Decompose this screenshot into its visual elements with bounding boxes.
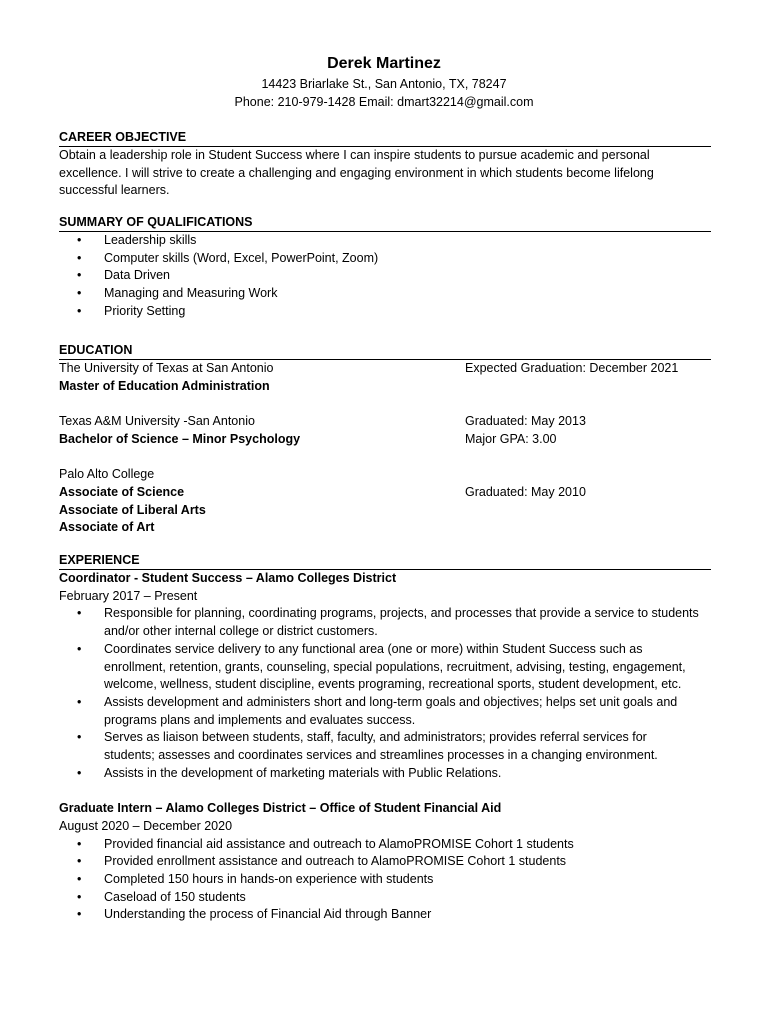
candidate-name: Derek Martinez (327, 55, 441, 72)
qualifications-list (59, 232, 711, 321)
list-item: • Provided enrollment assistance and outreach to AlamoPROMISE Cohort 1 students (59, 853, 711, 871)
job-duties-list (59, 836, 711, 925)
graduation-date: Expected Graduation: December 2021 (465, 361, 679, 375)
job-duties-list (59, 605, 711, 782)
section-career-objective (59, 129, 711, 200)
resume-header (0, 53, 768, 111)
school-name: Texas A&M University -San Antonio (59, 414, 255, 429)
list-item: • Completed 150 hours in hands-on experience with students (59, 871, 711, 889)
gpa: Major GPA: 3.00 (465, 431, 557, 446)
degree: Bachelor of Science – Minor Psychology (59, 431, 301, 446)
education-entry-utsa (59, 360, 711, 378)
graduation-date: Graduated: May 2010 (465, 484, 586, 499)
education-entry-pac (59, 466, 711, 484)
section-title: CAREER OBJECTIVE (59, 129, 711, 147)
list-item: • Provided financial aid assistance and outreach to AlamoPROMISE Cohort 1 students (59, 836, 711, 854)
section-education (59, 342, 711, 537)
list-item: • Caseload of 150 students (59, 889, 711, 907)
list-item: • Understanding the process of Financial Aid through Banner (59, 906, 711, 924)
list-item: • Leadership skills (59, 232, 711, 250)
list-item: • Assists in the development of marketing materials with Public Relations. (59, 765, 711, 783)
graduation-date: Graduated: May 2013 (465, 414, 586, 429)
section-experience (59, 552, 711, 924)
list-item: • Serves as liaison between students, staff, faculty, and administrators; provides referral services for students; assesses and coordinates services and streamlines processes in a changing environment. (59, 729, 711, 764)
degree: Associate of Science (59, 484, 185, 499)
school-name: Palo Alto College (59, 467, 155, 482)
section-qualifications (59, 214, 711, 321)
section-title: EXPERIENCE (59, 552, 711, 570)
job-dates: February 2017 – Present (59, 588, 198, 603)
list-item: • Responsible for planning, coordinating programs, projects, and processes that provide a service to students and/or other internal college or district customers. (59, 605, 711, 640)
list-item: • Computer skills (Word, Excel, PowerPoint, Zoom) (59, 250, 711, 268)
address: 14423 Briarlake St., San Antonio, TX, 78247 (261, 77, 507, 91)
list-item: • Data Driven (59, 267, 711, 285)
objective-text: Obtain a leadership role in Student Success where I can inspire students to pursue academic and personal excellence. I will strive to create a challenging and engaging environment in which students become lifelong successful learners. (59, 148, 654, 198)
job-title: Graduate Intern – Alamo Colleges District – Office of Student Financial Aid (59, 801, 502, 816)
section-title: SUMMARY OF QUALIFICATIONS (59, 214, 711, 232)
list-item: • Assists development and administers short and long-term goals and objectives; helps set unit goals and programs plans and implements and evaluates success. (59, 694, 711, 729)
degree: Associate of Liberal Arts (59, 502, 206, 517)
job-title: Coordinator - Student Success – Alamo Colleges District (59, 571, 397, 585)
section-title: EDUCATION (59, 342, 711, 360)
job-dates: August 2020 – December 2020 (59, 818, 233, 833)
school-name: The University of Texas at San Antonio (59, 361, 274, 375)
education-entry-tamu (59, 413, 711, 431)
list-item: • Managing and Measuring Work (59, 285, 711, 303)
contact-info: Phone: 210-979-1428 Email: dmart32214@gmail.com (234, 95, 534, 109)
degree: Associate of Art (59, 520, 155, 535)
list-item: • Coordinates service delivery to any functional area (one or more) within Student Success such as enrollment, retention, grants, counseling, special populations, recruitment, advising, testing, engagement, welcome, wellness, student discipline, events programing, recreational sports, student development, etc. (59, 641, 711, 694)
degree: Master of Education Administration (59, 378, 270, 393)
list-item: • Priority Setting (59, 303, 711, 321)
